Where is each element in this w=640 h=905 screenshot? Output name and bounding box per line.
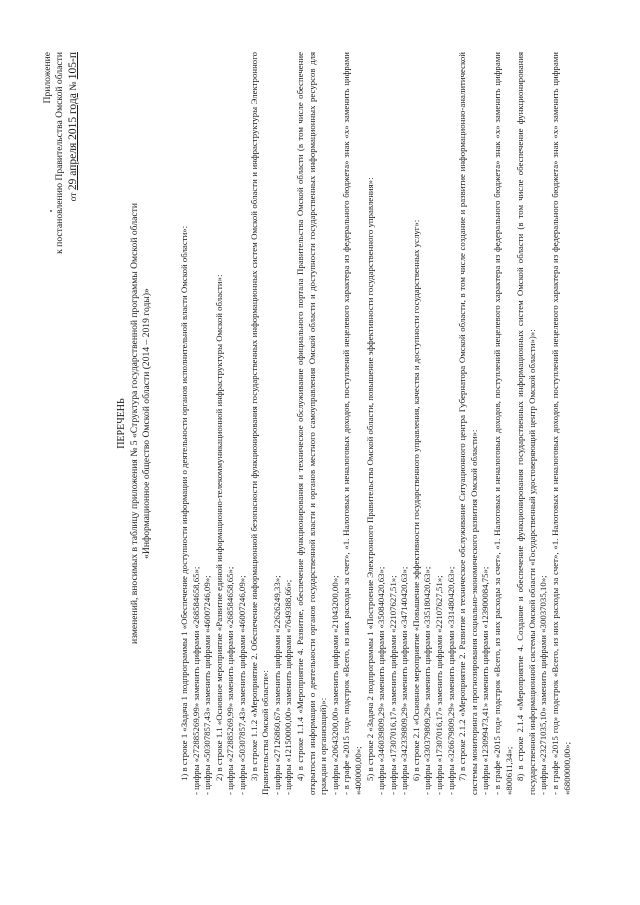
amendment-subline: - цифры «23271035,10» заменить цифрами «30037035,10»; [538, 575, 549, 795]
amendment-item: 2) в строке 1.1 «Основное мероприятие «Развитие единой информационно-телекоммуникационной инфраструктуры Омской области»: [213, 274, 224, 781]
date-prefix: от [68, 192, 79, 202]
amendment-subline: - в графе «2015 год» подстрок «Всего, из них расходы за счет», «1. Налоговых и неналоговых доходов, поступлений нецелевого характера из федерального бюджета» знак «х» заменить цифрами «6800000,00»; [550, 52, 572, 795]
amendment-item: 4) в строке 1.1.4 «Мероприятие 4. Развитие, обеспечение функционирования и техническое обслуживание официального портала Правительства Омской области (в том числе обеспечение открытости информации о деятельности органов государственной власти и органов местного самоуправления Омской области и доступности государственных информационных ресурсов для граждан и организаций)»: [294, 52, 329, 795]
amendment-subline: - цифры «346039809,29» заменить цифрами «350840420,63»; [376, 566, 387, 795]
document-subtitle-line-1: изменений, вносимых в таблицу приложения № 5 «Структура государственной программы Омской области [129, 203, 140, 644]
amendment-subline: - в графе «2015 год» подстрок «Всего, из них расходы за счет», «1. Налоговых и неналоговых доходов, поступлений нецелевого характера из федерального бюджета» знак «х» заменить цифрами «400000,00»; [341, 52, 363, 795]
amendment-subline: - цифры «12150000,00» заменить цифрами «7649388,66»; [283, 579, 294, 795]
number-prefix: № [68, 81, 79, 91]
amendment-subline: - цифры «27126860,67» заменить цифрами «22626249,33»; [271, 575, 282, 795]
amendment-subline: - цифры «20643200,00» заменить цифрами «21043200,00»; [329, 575, 340, 795]
document-header [42, 52, 80, 795]
decree-date: 29 апреля 2015 года [67, 93, 79, 191]
amendment-subline: - цифры «50307857,43» заменить цифрами «46007246,09»; [202, 575, 213, 795]
amendment-subline: - цифры «17307016,17» заменить цифрами «22107627,51»; [387, 575, 398, 795]
amendment-subline: - цифры «342339809,29» заменить цифрами «347140420,63»; [399, 566, 410, 795]
amendment-item: 7) в строке 2.1.2 «Мероприятие 2. Развитие и техническое обслуживание Ситуационного центра Губернатора Омской области, в том числе создание и развитие информационно-аналитической системы мониторинга и прогнозирования социально-экономического развития Омской области»: [457, 52, 479, 795]
amendment-item: 6) в строке 2.1 «Основное мероприятие «Повышение эффективности государственного управления, качества и доступности государственных услуг»: [410, 219, 421, 781]
document-title-block [116, 52, 153, 795]
document-subtitle-line-2: «Информационное общество Омской области (2014 – 2019 годы)» [141, 288, 152, 559]
decree-number: 105-п [67, 52, 79, 80]
amendment-subline: - цифры «272885269,99» заменить цифрами «268584658,65»; [190, 566, 201, 795]
amendment-subline: - цифры «50307857,43» заменить цифрами «46007246,09»; [236, 575, 247, 795]
amendment-item: 8) в строке 2.1.4 «Мероприятие 4. Создание и обеспечение функционирования государственных информационных систем Омской области (в том числе обеспечение функционирования государственной информационной системы Омской области «Государственный удостоверяющий центр Омской области»)»: [515, 52, 537, 795]
amendment-list [179, 52, 573, 795]
amendment-subline: - цифры «326679809,29» заменить цифрами «331480420,63»; [445, 566, 456, 795]
amendment-item: 1) в строке 1 «Задача 1 подпрограммы 1 «Обеспечение доступности информации о деятельности органов исполнительной власти Омской области»: [179, 225, 189, 781]
amendment-subline: - в графе «2015 год» подстрок «Всего, из них расходы за счет», «1. Налоговых и неналоговых доходов, поступлений нецелевого характера из федерального бюджета» знак «х» заменить цифрами «800611,34»; [492, 52, 514, 795]
document-title: ПЕРЕЧЕНЬ [116, 398, 127, 449]
amendment-item: 3) в строке 1.1.2 «Мероприятие 2. Обеспечение информационной безопасности функционирования государственных информационных систем Омской области и инфраструктуры Электронного Правительства Омской области»: [248, 52, 271, 795]
amendment-subline: - цифры «330379809,29» заменить цифрами «335180420,63»; [422, 566, 433, 795]
scan-speck [50, 210, 52, 212]
amendment-subline: - цифры «17307016,17» заменить цифрами «22107627,51»; [434, 575, 445, 795]
appendix-label: Приложение [42, 52, 53, 104]
amendment-subline: - цифры «123099473,41» заменить цифрами «123900084,75»; [480, 566, 491, 795]
decree-reference: к постановлению Правительства Омской области [54, 52, 65, 254]
amendment-item: 5) в строке 2 «Задача 2 подпрограммы 1 «Построение Электронного Правительства Омской области, повышение эффективности государственного управления»: [364, 177, 375, 781]
amendment-subline: - цифры «272885269,99» заменить цифрами «268584658,65»; [225, 566, 236, 795]
decree-date-line [67, 52, 80, 795]
